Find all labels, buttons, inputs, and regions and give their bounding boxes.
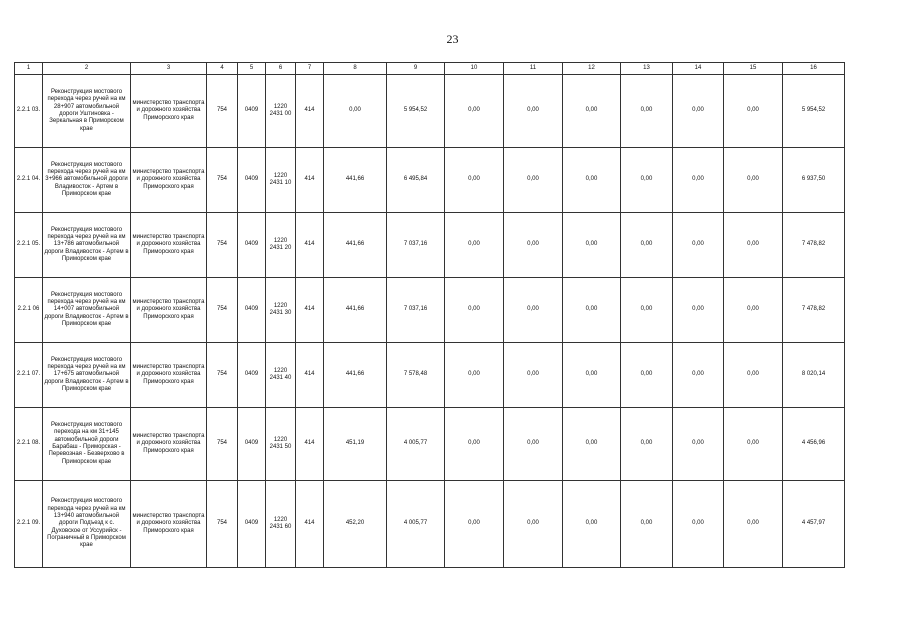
amount-col-15: 0,00 bbox=[724, 213, 783, 278]
object-name: Реконструкция мостового перехода через ручей на км 28+907 автомобильной дороги Уштиновка - Зеркальная в Приморском крае bbox=[43, 75, 131, 148]
column-number: 2 bbox=[43, 63, 131, 75]
row-code: 2.2.1 06 bbox=[15, 278, 43, 343]
column-number: 10 bbox=[445, 63, 504, 75]
page-number: 23 bbox=[446, 32, 459, 46]
object-name: Реконструкция мостового перехода через ручей на км 13+786 автомобильной дороги Владивосток - Артем в Приморском крае bbox=[43, 213, 131, 278]
ministry-code: 754 bbox=[207, 343, 238, 408]
column-number: 15 bbox=[724, 63, 783, 75]
amount-col-9: 4 005,77 bbox=[387, 481, 445, 568]
table-row bbox=[15, 408, 845, 481]
ministry-code: 754 bbox=[207, 278, 238, 343]
amount-total: 7 478,82 bbox=[783, 278, 845, 343]
amount-col-12: 0,00 bbox=[563, 75, 621, 148]
target-article: 1220 2431 40 bbox=[266, 343, 296, 408]
amount-col-12: 0,00 bbox=[563, 148, 621, 213]
responsible-org: министерство транспорта и дорожного хозяйства Приморского края bbox=[131, 75, 207, 148]
amount-total: 8 020,14 bbox=[783, 343, 845, 408]
column-number: 11 bbox=[504, 63, 563, 75]
target-article: 1220 2431 30 bbox=[266, 278, 296, 343]
expense-type: 414 bbox=[296, 481, 324, 568]
section-code: 0409 bbox=[238, 148, 266, 213]
section-code: 0409 bbox=[238, 481, 266, 568]
amount-col-14: 0,00 bbox=[673, 408, 724, 481]
amount-col-10: 0,00 bbox=[445, 278, 504, 343]
section-code: 0409 bbox=[238, 278, 266, 343]
column-number: 5 bbox=[238, 63, 266, 75]
column-number-row bbox=[15, 63, 845, 75]
amount-col-10: 0,00 bbox=[445, 343, 504, 408]
amount-total: 4 456,96 bbox=[783, 408, 845, 481]
amount-col-9: 7 037,16 bbox=[387, 213, 445, 278]
target-article: 1220 2431 50 bbox=[266, 408, 296, 481]
amount-col-14: 0,00 bbox=[673, 148, 724, 213]
target-article: 1220 2431 60 bbox=[266, 481, 296, 568]
amount-col-8: 441,66 bbox=[324, 213, 387, 278]
expense-type: 414 bbox=[296, 75, 324, 148]
amount-col-11: 0,00 bbox=[504, 408, 563, 481]
row-code: 2.2.1 08. bbox=[15, 408, 43, 481]
responsible-org: министерство транспорта и дорожного хозяйства Приморского края bbox=[131, 408, 207, 481]
amount-col-8: 452,20 bbox=[324, 481, 387, 568]
expense-type: 414 bbox=[296, 148, 324, 213]
amount-col-12: 0,00 bbox=[563, 343, 621, 408]
table-row bbox=[15, 278, 845, 343]
responsible-org: министерство транспорта и дорожного хозяйства Приморского края bbox=[131, 148, 207, 213]
column-number: 14 bbox=[673, 63, 724, 75]
target-article: 1220 2431 20 bbox=[266, 213, 296, 278]
section-code: 0409 bbox=[238, 408, 266, 481]
row-code: 2.2.1 09. bbox=[15, 481, 43, 568]
table-row bbox=[15, 75, 845, 148]
amount-col-9: 6 495,84 bbox=[387, 148, 445, 213]
amount-total: 4 457,97 bbox=[783, 481, 845, 568]
amount-col-14: 0,00 bbox=[673, 75, 724, 148]
responsible-org: министерство транспорта и дорожного хозяйства Приморского края bbox=[131, 343, 207, 408]
amount-col-13: 0,00 bbox=[621, 278, 673, 343]
column-number: 13 bbox=[621, 63, 673, 75]
expense-type: 414 bbox=[296, 278, 324, 343]
ministry-code: 754 bbox=[207, 213, 238, 278]
amount-col-8: 441,66 bbox=[324, 343, 387, 408]
responsible-org: министерство транспорта и дорожного хозяйства Приморского края bbox=[131, 213, 207, 278]
expense-type: 414 bbox=[296, 408, 324, 481]
object-name: Реконструкция мостового перехода через ручей на км 14+007 автомобильной дороги Владивосток - Артем в Приморском крае bbox=[43, 278, 131, 343]
amount-col-14: 0,00 bbox=[673, 278, 724, 343]
row-code: 2.2.1 05. bbox=[15, 213, 43, 278]
object-name: Реконструкция мостового перехода на км 31+145 автомобильной дороги Барабаш - Приморская - Перевозная - Безверхово в Приморском крае bbox=[43, 408, 131, 481]
column-number: 8 bbox=[324, 63, 387, 75]
amount-col-10: 0,00 bbox=[445, 481, 504, 568]
amount-col-9: 4 005,77 bbox=[387, 408, 445, 481]
amount-col-10: 0,00 bbox=[445, 408, 504, 481]
row-code: 2.2.1 04. bbox=[15, 148, 43, 213]
amount-col-9: 7 037,16 bbox=[387, 278, 445, 343]
ministry-code: 754 bbox=[207, 75, 238, 148]
amount-col-13: 0,00 bbox=[621, 213, 673, 278]
amount-col-11: 0,00 bbox=[504, 481, 563, 568]
expense-type: 414 bbox=[296, 213, 324, 278]
amount-total: 5 954,52 bbox=[783, 75, 845, 148]
responsible-org: министерство транспорта и дорожного хозяйства Приморского края bbox=[131, 481, 207, 568]
amount-col-15: 0,00 bbox=[724, 148, 783, 213]
section-code: 0409 bbox=[238, 75, 266, 148]
ministry-code: 754 bbox=[207, 148, 238, 213]
row-code: 2.2.1 03. bbox=[15, 75, 43, 148]
column-number: 9 bbox=[387, 63, 445, 75]
target-article: 1220 2431 00 bbox=[266, 75, 296, 148]
amount-col-13: 0,00 bbox=[621, 75, 673, 148]
amount-col-13: 0,00 bbox=[621, 343, 673, 408]
amount-col-11: 0,00 bbox=[504, 148, 563, 213]
ministry-code: 754 bbox=[207, 408, 238, 481]
ministry-code: 754 bbox=[207, 481, 238, 568]
amount-col-14: 0,00 bbox=[673, 343, 724, 408]
budget-table bbox=[14, 62, 845, 568]
amount-col-13: 0,00 bbox=[621, 481, 673, 568]
object-name: Реконструкция мостового перехода через ручей на км 13+940 автомобильной дороги Подъезд к с. Духовское от Уссурийск - Пограничный в Приморском крае bbox=[43, 481, 131, 568]
table-row bbox=[15, 481, 845, 568]
table-row bbox=[15, 148, 845, 213]
column-number: 12 bbox=[563, 63, 621, 75]
responsible-org: министерство транспорта и дорожного хозяйства Приморского края bbox=[131, 278, 207, 343]
amount-col-8: 441,66 bbox=[324, 278, 387, 343]
amount-col-8: 0,00 bbox=[324, 75, 387, 148]
amount-col-12: 0,00 bbox=[563, 481, 621, 568]
table-row bbox=[15, 343, 845, 408]
column-number: 16 bbox=[783, 63, 845, 75]
amount-col-8: 451,19 bbox=[324, 408, 387, 481]
object-name: Реконструкция мостового перехода через ручей на км 17+675 автомобильной дороги Владивосток - Артем в Приморском крае bbox=[43, 343, 131, 408]
amount-total: 7 478,82 bbox=[783, 213, 845, 278]
amount-col-10: 0,00 bbox=[445, 148, 504, 213]
column-number: 6 bbox=[266, 63, 296, 75]
column-number: 3 bbox=[131, 63, 207, 75]
amount-col-12: 0,00 bbox=[563, 213, 621, 278]
amount-col-11: 0,00 bbox=[504, 75, 563, 148]
amount-total: 6 937,50 bbox=[783, 148, 845, 213]
amount-col-13: 0,00 bbox=[621, 148, 673, 213]
table-row bbox=[15, 213, 845, 278]
amount-col-12: 0,00 bbox=[563, 278, 621, 343]
column-number: 7 bbox=[296, 63, 324, 75]
column-number: 1 bbox=[15, 63, 43, 75]
amount-col-9: 7 578,48 bbox=[387, 343, 445, 408]
amount-col-11: 0,00 bbox=[504, 278, 563, 343]
section-code: 0409 bbox=[238, 343, 266, 408]
amount-col-8: 441,66 bbox=[324, 148, 387, 213]
amount-col-14: 0,00 bbox=[673, 213, 724, 278]
amount-col-10: 0,00 bbox=[445, 75, 504, 148]
amount-col-11: 0,00 bbox=[504, 343, 563, 408]
expense-type: 414 bbox=[296, 343, 324, 408]
amount-col-12: 0,00 bbox=[563, 408, 621, 481]
amount-col-10: 0,00 bbox=[445, 213, 504, 278]
amount-col-15: 0,00 bbox=[724, 278, 783, 343]
amount-col-15: 0,00 bbox=[724, 481, 783, 568]
amount-col-15: 0,00 bbox=[724, 75, 783, 148]
column-number: 4 bbox=[207, 63, 238, 75]
section-code: 0409 bbox=[238, 213, 266, 278]
amount-col-11: 0,00 bbox=[504, 213, 563, 278]
target-article: 1220 2431 10 bbox=[266, 148, 296, 213]
amount-col-9: 5 954,52 bbox=[387, 75, 445, 148]
row-code: 2.2.1 07. bbox=[15, 343, 43, 408]
amount-col-15: 0,00 bbox=[724, 408, 783, 481]
amount-col-14: 0,00 bbox=[673, 481, 724, 568]
amount-col-13: 0,00 bbox=[621, 408, 673, 481]
amount-col-15: 0,00 bbox=[724, 343, 783, 408]
object-name: Реконструкция мостового перехода через ручей на км 3+966 автомобильной дороги Владивосток - Артем в Приморском крае bbox=[43, 148, 131, 213]
